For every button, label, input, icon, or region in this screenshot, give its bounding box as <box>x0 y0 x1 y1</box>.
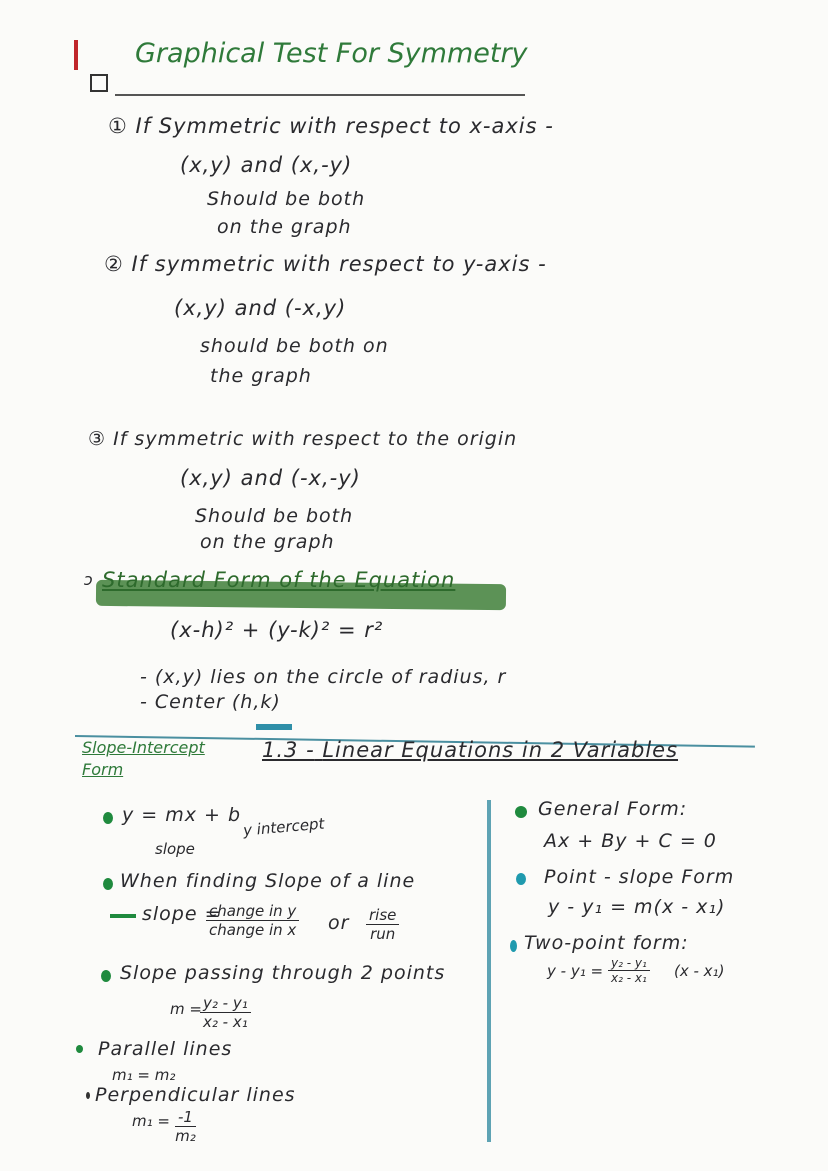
symmetry-1-note: on the graph <box>217 216 352 238</box>
symmetry-2-points: (x,y) and (-x,y) <box>174 296 347 320</box>
two-point-lhs: y - y₁ = <box>547 962 604 980</box>
two-point-fraction: $\frac{\text{y₂ - y₁}}{\text{x₂ - x₁}}$ <box>608 956 650 985</box>
symmetry-3-heading: ③ If symmetric with respect to the origin <box>88 428 518 450</box>
title-underline <box>115 94 525 96</box>
point-slope-heading: Point - slope Form <box>544 866 735 888</box>
side-label: Slope-Intercept <box>82 738 205 757</box>
bullet-icon <box>515 806 527 818</box>
symmetry-1-note: Should be both <box>207 188 366 210</box>
symmetry-2-note: should be both on <box>200 335 389 357</box>
m-eq-label: m = <box>170 1000 202 1018</box>
rise-run-fraction: rise run <box>366 906 399 943</box>
symmetry-2-note: the graph <box>210 365 312 387</box>
side-label: Form <box>82 760 124 779</box>
checkbox <box>90 74 108 92</box>
general-form-equation: Ax + By + C = 0 <box>544 830 717 852</box>
dash-icon <box>110 914 136 918</box>
standard-form-heading: Standard Form of the Equation <box>102 568 456 592</box>
bullet-icon <box>101 970 111 982</box>
circle-note: - Center (h,k) <box>140 691 281 713</box>
intercept-label: y intercept <box>242 814 326 840</box>
circle-note: - (x,y) lies on the circle of radius, r <box>140 666 507 688</box>
bullet-icon <box>103 878 113 890</box>
general-form-heading: General Form: <box>538 798 688 820</box>
parallel-heading: Parallel lines <box>98 1038 233 1060</box>
point-slope-equation: y - y₁ = m(x - x₁) <box>548 896 726 918</box>
symmetry-3-points: (x,y) and (-x,-y) <box>180 466 361 490</box>
symmetry-1-points: (x,y) and (x,-y) <box>180 153 353 177</box>
two-point-heading: Two-point form: <box>524 932 689 954</box>
slope-label: slope <box>155 840 195 858</box>
page-title: Graphical Test For Symmetry <box>135 38 528 69</box>
two-points-heading: Slope passing through 2 points <box>120 962 446 984</box>
section-heading: 1.3 - Linear Equations in 2 Variables <box>262 738 679 762</box>
slope-fraction: change in y change in x <box>206 902 299 939</box>
symmetry-1-heading: ① If Symmetric with respect to x-axis - <box>108 114 554 138</box>
tape-mark <box>256 724 292 730</box>
slope-intercept-equation: y = mx + b <box>122 804 242 826</box>
bullet-icon: ɔ <box>84 570 93 589</box>
bullet-icon <box>510 940 517 952</box>
or-text: or <box>328 912 350 934</box>
symmetry-3-note: on the graph <box>200 531 335 553</box>
slope-eq-label: slope = <box>142 903 222 925</box>
circle-equation: (x-h)² + (y-k)² = r² <box>170 618 384 642</box>
bullet-icon <box>103 812 113 824</box>
symmetry-3-note: Should be both <box>195 505 354 527</box>
two-point-rhs: (x - x₁) <box>674 962 725 980</box>
column-divider <box>487 800 491 1142</box>
perp-eq-label: m₁ = <box>132 1112 170 1130</box>
m-fraction: $\frac{\text{y₂ - y₁}}{\text{x₂ - x₁}}$ <box>200 994 251 1031</box>
bullet-icon <box>86 1092 90 1099</box>
perp-fraction: $\frac{-1}{\text{m₂}}$ <box>175 1108 196 1145</box>
finding-slope: When finding Slope of a line <box>120 870 416 892</box>
bullet-icon <box>516 873 526 885</box>
red-margin-mark <box>74 40 78 70</box>
bullet-icon <box>76 1045 83 1053</box>
parallel-equation: m₁ = m₂ <box>112 1066 176 1084</box>
perpendicular-heading: Perpendicular lines <box>95 1084 296 1106</box>
symmetry-2-heading: ② If symmetric with respect to y-axis - <box>104 252 547 276</box>
